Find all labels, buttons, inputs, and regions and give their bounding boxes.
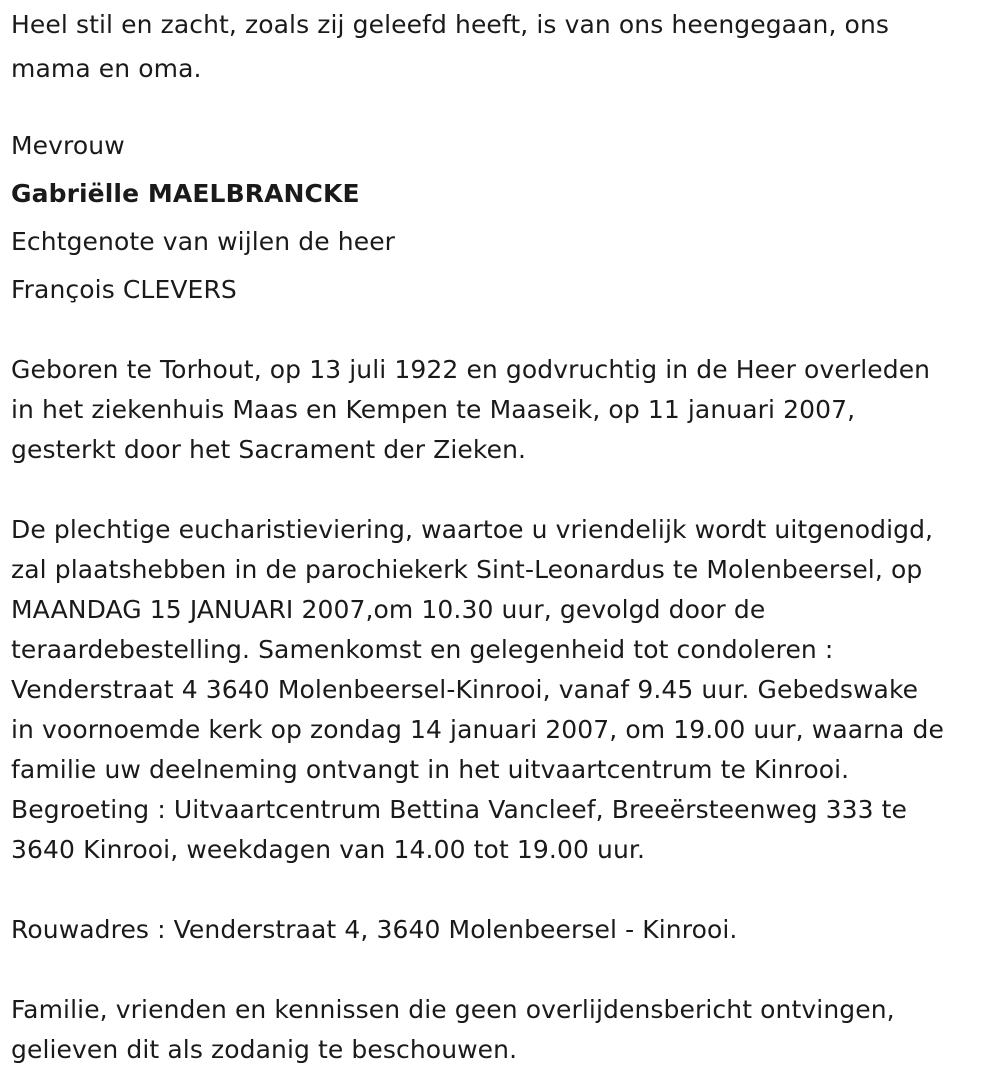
ceremony-line: Begroeting : Uitvaartcentrum Bettina Vancleef, Breeërsteenweg 333 te bbox=[11, 795, 908, 824]
closing-line: Familie, vrienden en kennissen die geen overlijdensbericht ontvingen, bbox=[11, 995, 895, 1024]
ceremony-line: MAANDAG 15 JANUARI 2007,om 10.30 uur, gevolgd door de bbox=[11, 595, 766, 624]
salutation: Mevrouw bbox=[11, 131, 125, 160]
deceased-name: Gabriëlle MAELBRANCKE bbox=[11, 179, 360, 208]
birth-death-line: in het ziekenhuis Maas en Kempen te Maaseik, op 11 januari 2007, bbox=[11, 395, 856, 424]
ceremony-line: teraardebestelling. Samenkomst en gelegenheid tot condoleren : bbox=[11, 635, 834, 664]
intro-line: Heel stil en zacht, zoals zij geleefd heeft, is van ons heengegaan, ons bbox=[11, 10, 890, 39]
birth-death-line: Geboren te Torhout, op 13 juli 1922 en godvruchtig in de Heer overleden bbox=[11, 355, 931, 384]
birth-death-line: gesterkt door het Sacrament der Zieken. bbox=[11, 435, 527, 464]
spouse-name: François CLEVERS bbox=[11, 275, 237, 304]
ceremony-line: 3640 Kinrooi, weekdagen van 14.00 tot 19.00 uur. bbox=[11, 835, 646, 864]
ceremony-line: zal plaatshebben in de parochiekerk Sint-Leonardus te Molenbeersel, op bbox=[11, 555, 923, 584]
intro-line: mama en oma. bbox=[11, 54, 202, 83]
ceremony-line: De plechtige eucharistieviering, waartoe u vriendelijk wordt uitgenodigd, bbox=[11, 515, 934, 544]
closing-line: gelieven dit als zodanig te beschouwen. bbox=[11, 1035, 518, 1064]
mourning-address: Rouwadres : Venderstraat 4, 3640 Molenbeersel - Kinrooi. bbox=[11, 915, 738, 944]
relation-line: Echtgenote van wijlen de heer bbox=[11, 227, 396, 256]
ceremony-line: Venderstraat 4 3640 Molenbeersel-Kinrooi, vanaf 9.45 uur. Gebedswake bbox=[11, 675, 919, 704]
ceremony-line: familie uw deelneming ontvangt in het uitvaartcentrum te Kinrooi. bbox=[11, 755, 850, 784]
ceremony-line: in voornoemde kerk op zondag 14 januari 2007, om 19.00 uur, waarna de bbox=[11, 715, 944, 744]
